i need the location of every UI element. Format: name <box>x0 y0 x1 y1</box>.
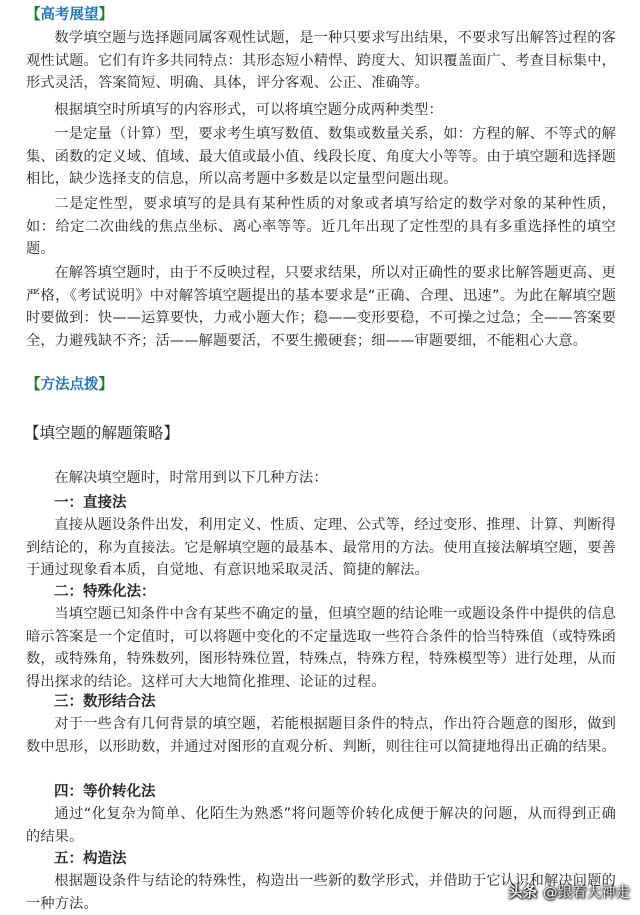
watermark <box>508 881 630 902</box>
method-2-title: 二：特殊化法： <box>54 584 156 600</box>
bracket-left: 【 <box>26 7 41 23</box>
method-3-title: 三：数形结合法 <box>54 694 156 710</box>
method-5-title: 五：构造法 <box>54 851 127 867</box>
paragraph-types: 根据填空时所填写的内容形式，可以将填空题分成两种类型： <box>54 102 443 118</box>
section-heading-method-tips <box>26 375 113 395</box>
heading-label: 高考展望 <box>40 7 99 23</box>
watermark-text: @跟着大神走 <box>543 885 630 901</box>
paragraph-quantitative: 一是定量（计算）型，要求考生填写数值、数集或数量关系，如：方程的解、不等式的解集、函数的定义域、值域、最大值或最小值、线段长度、角度大小等等。由于填空题和选择题相比，缺少选择支的信息，所以高考题中多数是以定量型问题出现。 <box>26 126 616 187</box>
method-2-body: 当填空题已知条件中含有某些不确定的量，但填空题的结论唯一或题设条件中提供的信息暗示答案是一个定值时，可以将题中变化的不定量选取一些符合条件的恰当特殊值（或特殊函数，或特殊角，特殊数列，图形特殊位置，特殊点，特殊方程，特殊模型等）进行处理，从而得出探求的结论。这样可大大地简化推理、论证的过程。 <box>26 606 616 690</box>
heading-label: 方法点拨 <box>40 377 99 393</box>
bracket-right: 】 <box>98 377 113 393</box>
paragraph-qualitative: 二是定性型，要求填写的是具有某种性质的对象或者填写给定的数学对象的某种性质，如：给定二次曲线的焦点坐标、离心率等等。近几年出现了定性型的具有多重选择性的填空题。 <box>26 196 616 257</box>
method-1-body: 直接从题设条件出发，利用定义、性质、定理、公式等，经过变形、推理、计算、判断得到结论的，称为直接法。它是解填空题的最基本、最常用的方法。使用直接法解填空题，要善于通过现象看本质，自觉地、有意识地采取灵活、简捷的解法。 <box>26 517 616 578</box>
bracket-right: 】 <box>98 7 113 23</box>
methods-intro: 在解决填空题时，时常用到以下几种方法： <box>54 470 328 486</box>
strategy-title: 【填空题的解题策略】 <box>24 424 180 442</box>
method-4-body: 通过“化复杂为简单、化陌生为熟悉”将问题等价转化成便于解决的问题，从而得到正确的结果。 <box>26 806 616 845</box>
method-5-body: 根据题设条件与结论的特殊性，构造出一些新的数学形式，并借助于它认识和解决问题的一种方法。 <box>26 873 616 912</box>
section-heading-gaokao-outlook <box>26 5 113 25</box>
paragraph-intro: 数学填空题与选择题同属客观性试题，是一种只要求写出结果，不要求写出解答过程的客观性试题。它们有许多共同特点：其形态短小精悍、跨度大、知识覆盖面广、考查目标集中，形式灵活，答案简短、明确、具体，评分客观、公正、准确等。 <box>26 30 616 91</box>
paragraph-requirements: 在解答填空题时，由于不反映过程，只要求结果，所以对正确性的要求比解答题更高、更严格，《考试说明》中对解答填空题提出的基本要求是“正确、合理、迅速”。为此在解填空题时要做到：快——运算要快，力戒小题大作；稳——变形要稳，不可操之过急；全——答案要全，力避残缺不齐；活——解题要活，不要生搬硬套；细——审题要细，不能粗心大意。 <box>26 265 616 349</box>
method-3-body: 对于一些含有几何背景的填空题，若能根据题目条件的特点，作出符合题意的图形，做到数中思形，以形助数，并通过对图形的直观分析、判断，则往往可以简捷地得出正确的结果。 <box>26 716 616 755</box>
watermark-logo: 头条 <box>508 885 537 901</box>
bracket-left: 【 <box>26 377 41 393</box>
method-1-title: 一：直接法 <box>54 495 127 511</box>
method-4-title: 四：等价转化法 <box>54 784 156 800</box>
